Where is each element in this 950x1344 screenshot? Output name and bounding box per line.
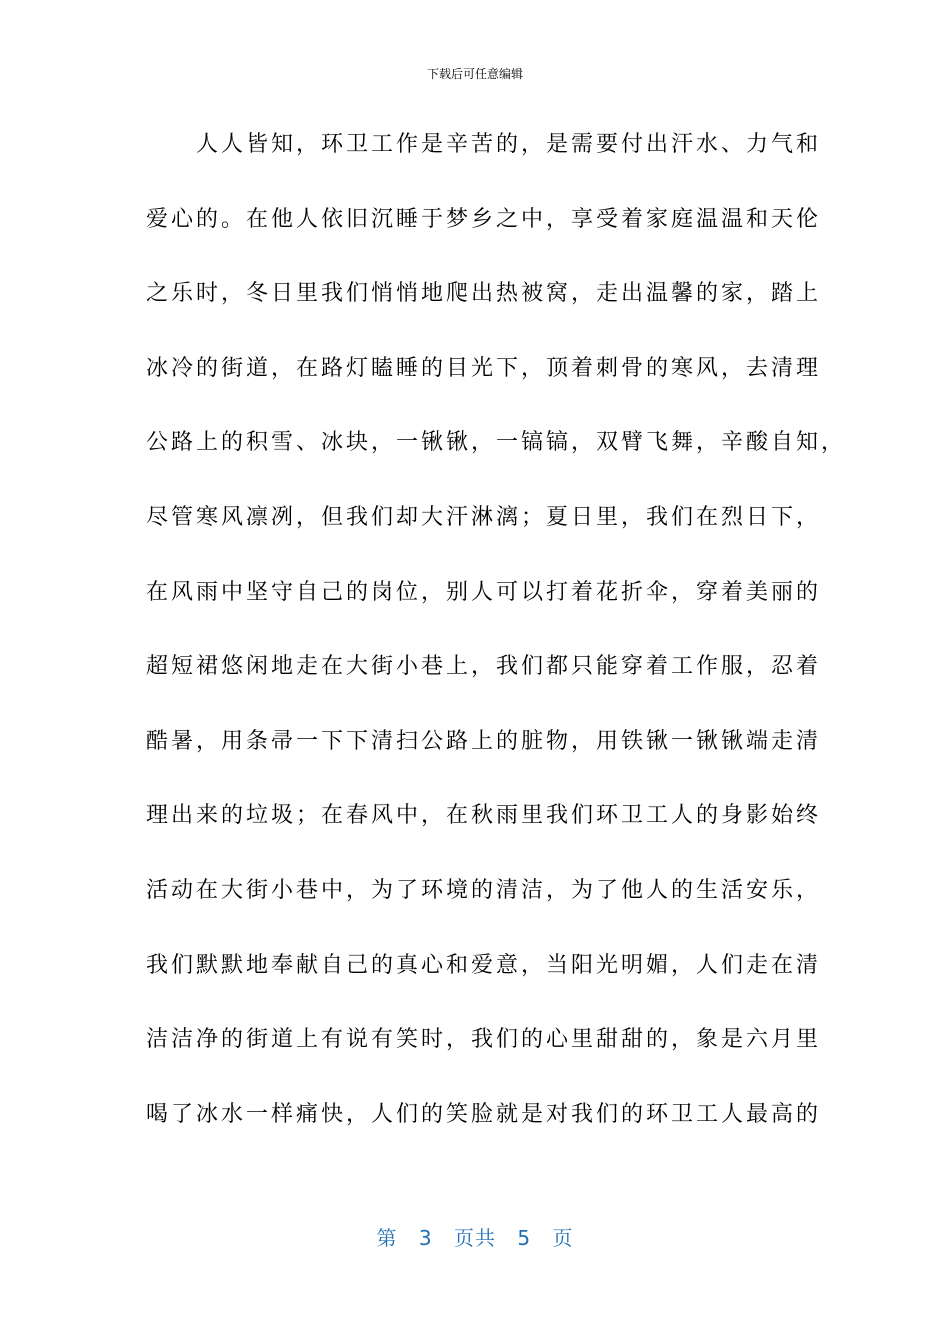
- text-line: 人人皆知，环卫工作是辛苦的，是需要付出汗水、力气和: [146, 132, 822, 157]
- text-line: 冰冷的街道，在路灯瞌睡的目光下，顶着刺骨的寒风，去清理: [146, 355, 822, 381]
- text-line: 我们默默地奉献自己的真心和爱意，当阳光明媚，人们走在清: [146, 952, 822, 978]
- total-pages-number: 5: [517, 1226, 532, 1250]
- page-header: 下载后可任意编辑: [426, 67, 523, 81]
- text-line: 在风雨中坚守自己的岗位，别人可以打着花折伞，穿着美丽的: [146, 579, 822, 605]
- footer-prefix: 第: [376, 1226, 398, 1250]
- footer-suffix: 页: [552, 1226, 574, 1250]
- current-page-number: 3: [418, 1226, 433, 1250]
- text-line: 之乐时，冬日里我们悄悄地爬出热被窝，走出温馨的家，踏上: [146, 281, 822, 307]
- text-line: 理出来的垃圾；在春风中，在秋雨里我们环卫工人的身影始终: [146, 803, 822, 829]
- text-line: 洁洁净的街道上有说有笑时，我们的心里甜甜的，象是六月里: [146, 1027, 822, 1053]
- page-footer: [0, 1224, 950, 1252]
- text-line: 爱心的。在他人依旧沉睡于梦乡之中，享受着家庭温温和天伦: [146, 206, 822, 232]
- document-body: [146, 108, 847, 1152]
- text-line: 喝了冰水一样痛快，人们的笑脸就是对我们的环卫工人最高的: [146, 1101, 822, 1127]
- text-line: 酷暑，用条帚一下下清扫公路上的脏物，用铁锹一锹锹端走清: [146, 728, 822, 754]
- text-line: 超短裙悠闲地走在大街小巷上，我们都只能穿着工作服，忍着: [146, 654, 822, 680]
- text-line: 尽管寒风凛冽，但我们却大汗淋漓；夏日里，我们在烈日下，: [146, 504, 822, 530]
- text-line: 公路上的积雪、冰块，一锹锹，一镐镐，双臂飞舞，辛酸自知，: [146, 430, 847, 456]
- footer-middle: 页共: [454, 1226, 496, 1250]
- text-line: 活动在大街小巷中，为了环境的清洁，为了他人的生活安乐，: [146, 877, 822, 903]
